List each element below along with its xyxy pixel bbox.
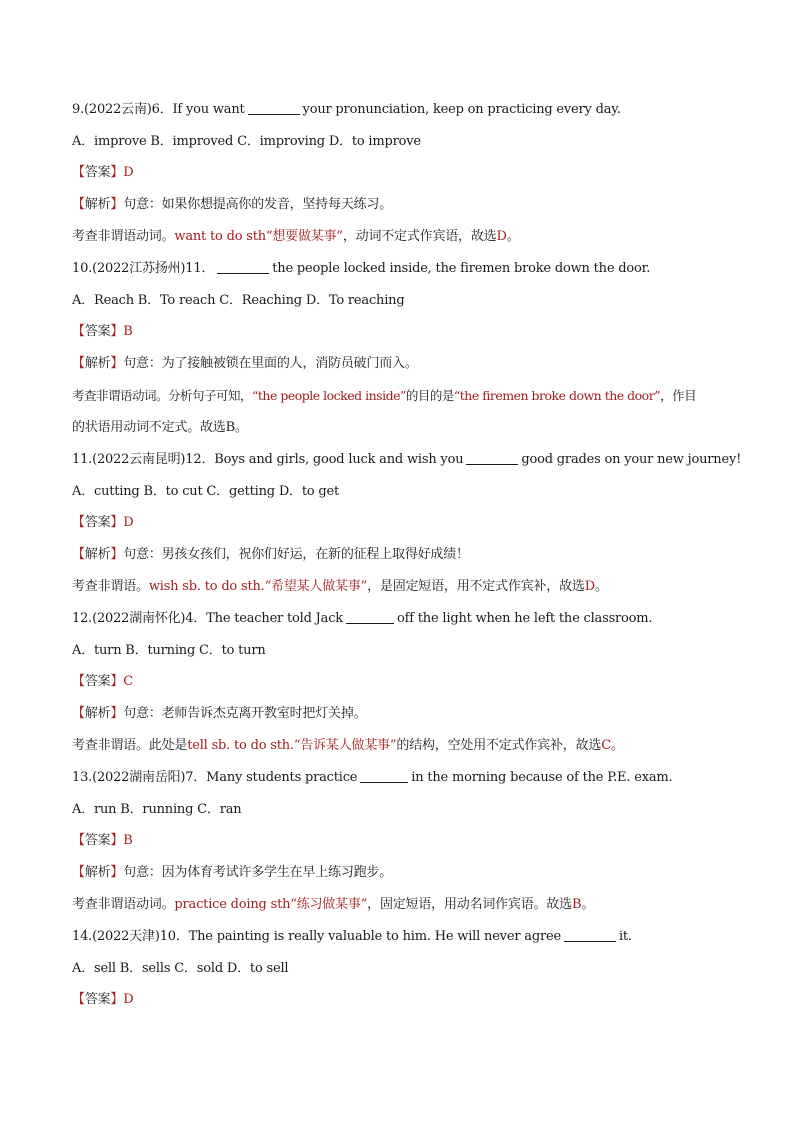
- answer-label: 答案: [84, 674, 111, 689]
- question-stem: [72, 766, 672, 790]
- stem-text: it.: [618, 929, 632, 944]
- stem-text: good grades on your new journey!: [521, 452, 742, 467]
- answer-line: 【答案】C: [72, 674, 133, 689]
- answer-blank: [466, 450, 518, 465]
- options-line: A．turn B．turning C．to turn: [72, 643, 266, 658]
- answer-label: 答案: [84, 165, 111, 180]
- answer-blank: [217, 259, 269, 274]
- options-line: A．run B．running C．ran: [72, 802, 242, 817]
- explanation-line: 考查非谓语。wish sb. to do sth.“希望某人做某事”，是固定短语，用不定式作宾补，故选D。: [72, 579, 608, 594]
- question-stem: [72, 257, 650, 281]
- explanation-line: 考查非谓语动词。want to do sth“想要做某事”，动词不定式作宾语，故选D。: [72, 229, 520, 244]
- stem-text: in the morning because of the P.E. exam.: [411, 770, 673, 785]
- stem-text: off the light when he left the classroom.: [397, 611, 653, 626]
- answer-line: 【答案】D: [72, 515, 134, 530]
- answer-value: D: [123, 165, 134, 180]
- analysis-line: 【解析】句意：为了接触被锁在里面的人，消防员破门而入。: [72, 356, 418, 371]
- stem-text: 9.(2022云南)6．If you want: [72, 102, 245, 117]
- analysis-text: 句意：男孩女孩们，祝你们好运，在新的征程上取得好成绩！: [123, 547, 469, 562]
- question-stem: [72, 98, 621, 122]
- analysis-line: 【解析】句意：老师告诉杰克离开教室时把灯关掉。: [72, 706, 367, 721]
- answer-line: 【答案】D: [72, 992, 134, 1007]
- answer-line: 【答案】D: [72, 165, 134, 180]
- explanation-line-cont: 的状语用动词不定式。故选B。: [72, 420, 248, 435]
- answer-value: C: [123, 674, 133, 689]
- options-line: A．improve B．improved C．improving D．to improve: [72, 134, 421, 149]
- analysis-line: 【解析】句意：男孩女孩们，祝你们好运，在新的征程上取得好成绩！: [72, 547, 469, 562]
- answer-label: 答案: [84, 833, 111, 848]
- answer-value: B: [123, 833, 133, 848]
- stem-text: 10.(2022江苏扬州)11．: [72, 261, 215, 276]
- analysis-label: 解析: [84, 706, 111, 721]
- answer-value: B: [123, 324, 133, 339]
- analysis-label: 解析: [84, 547, 111, 562]
- analysis-line: 【解析】句意：如果你想提高你的发音，坚持每天练习。: [72, 197, 393, 212]
- analysis-text: 句意：为了接触被锁在里面的人，消防员破门而入。: [123, 356, 418, 371]
- answer-label: 答案: [84, 324, 111, 339]
- answer-blank: [248, 100, 300, 115]
- stem-text: 14.(2022天津)10．The painting is really valuable to him. He will never agree: [72, 929, 561, 944]
- analysis-label: 解析: [84, 356, 111, 371]
- stem-text: 12.(2022湖南怀化)4．The teacher told Jack: [72, 611, 343, 626]
- answer-blank: [346, 609, 394, 624]
- analysis-label: 解析: [84, 197, 111, 212]
- question-stem: [72, 925, 632, 949]
- analysis-label: 解析: [84, 865, 111, 880]
- options-line: A．sell B．sells C．sold D．to sell: [72, 961, 289, 976]
- options-line: A．cutting B．to cut C．getting D．to get: [72, 484, 340, 499]
- question-stem: [72, 607, 652, 631]
- explanation-line: 考查非谓语动词。practice doing sth“练习做某事”，固定短语，用动名词作宾语。故选B。: [72, 897, 595, 912]
- answer-line: 【答案】B: [72, 324, 133, 339]
- answer-value: D: [123, 992, 134, 1007]
- analysis-line: 【解析】句意：因为体育考试许多学生在早上练习跑步。: [72, 865, 393, 880]
- answer-label: 答案: [84, 992, 111, 1007]
- stem-text: 13.(2022湖南岳阳)7．Many students practice: [72, 770, 358, 785]
- stem-text: your pronunciation, keep on practicing every day.: [302, 102, 621, 117]
- question-stem: [72, 448, 741, 472]
- analysis-text: 句意：老师告诉杰克离开教室时把灯关掉。: [123, 706, 367, 721]
- answer-value: D: [123, 515, 134, 530]
- explanation-line: 考查非谓语动词。分析句子可知，“the people locked inside”的目的是“the firemen broke down the door”，作目: [72, 388, 697, 403]
- options-line: A．Reach B．To reach C．Reaching D．To reaching: [72, 293, 405, 308]
- stem-text: 11.(2022云南昆明)12．Boys and girls, good luck and wish you: [72, 452, 464, 467]
- answer-label: 答案: [84, 515, 111, 530]
- explanation-line: 考查非谓语。此处是tell sb. to do sth.“告诉某人做某事”的结构，空处用不定式作宾补，故选C。: [72, 738, 624, 753]
- stem-text: the people locked inside, the firemen broke down the door.: [272, 261, 651, 276]
- answer-blank: [360, 768, 408, 783]
- answer-line: 【答案】B: [72, 833, 133, 848]
- answer-blank: [564, 927, 616, 942]
- analysis-text: 句意：因为体育考试许多学生在早上练习跑步。: [123, 865, 393, 880]
- analysis-text: 句意：如果你想提高你的发音，坚持每天练习。: [123, 197, 393, 212]
